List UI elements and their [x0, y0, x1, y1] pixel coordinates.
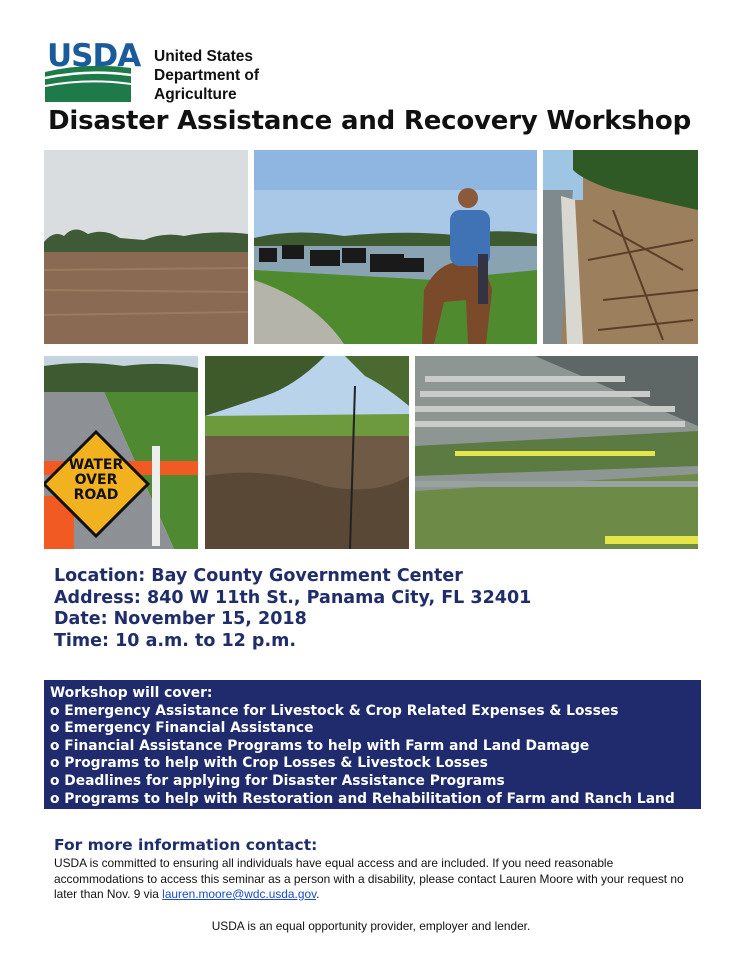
topic-item: o Deadlines for applying for Disaster Assistance Programs: [50, 772, 505, 789]
workshop-topics-box: [44, 680, 701, 809]
contact-email-link[interactable]: lauren.moore@wdc.usda.gov: [162, 887, 317, 901]
topics-heading: Workshop will cover:: [50, 685, 213, 701]
topic-item: o Emergency Financial Assistance: [50, 720, 314, 737]
contact-text: [54, 856, 704, 903]
agency-line: United States: [154, 48, 254, 65]
event-details: [54, 566, 531, 652]
contact-body-end: .: [316, 887, 320, 901]
water-over-road-sign-photo: [44, 356, 198, 549]
topic-item: o Emergency Assistance for Livestock & Crop Related Expenses & Losses: [50, 702, 619, 719]
event-time: Time: 10 a.m. to 12 p.m.: [54, 630, 296, 651]
usda-logo-text: USDA: [47, 38, 141, 74]
agency-line: Department of: [154, 67, 260, 84]
topics-list: [50, 703, 701, 809]
aerial-crop-field-photo: [415, 356, 698, 549]
horse-rider-cattle-photo: [254, 150, 537, 344]
contact-body-text: USDA is committed to ensuring all individuals have equal access and are included. If you need reasonable accommodations to access this seminar as a person with a disability, please contact Lauren Moore with your request no later than Nov. 9 via: [54, 856, 684, 901]
agency-line: Agriculture: [154, 86, 237, 103]
damaged-trees-ground-photo: [205, 356, 409, 549]
sign-line: OVER: [74, 472, 118, 488]
event-address: Address: 840 W 11th St., Panama City, FL 32401: [54, 587, 532, 608]
event-location: Location: Bay County Government Center: [54, 566, 463, 586]
topic-item: o Programs to help with Crop Losses & Livestock Losses: [50, 755, 488, 772]
debris-fence-photo: [543, 150, 698, 344]
event-date: Date: November 15, 2018: [54, 609, 307, 629]
sign-line: WATER: [68, 457, 124, 473]
topic-item: o Financial Assistance Programs to help with Farm and Land Damage: [50, 737, 590, 754]
agency-name: [154, 47, 259, 104]
equal-opportunity-statement: USDA is an equal opportunity provider, employer and lender.: [211, 919, 531, 933]
flooded-field-photo: [44, 150, 248, 344]
topic-item: o Programs to help with Restoration and Rehabilitation of Farm and Ranch Land: [50, 790, 675, 807]
contact-heading: For more information contact:: [54, 836, 318, 854]
water-over-road-sign: [52, 458, 140, 503]
page-title: Disaster Assistance and Recovery Workshop: [48, 106, 692, 136]
sign-line: ROAD: [73, 487, 119, 503]
